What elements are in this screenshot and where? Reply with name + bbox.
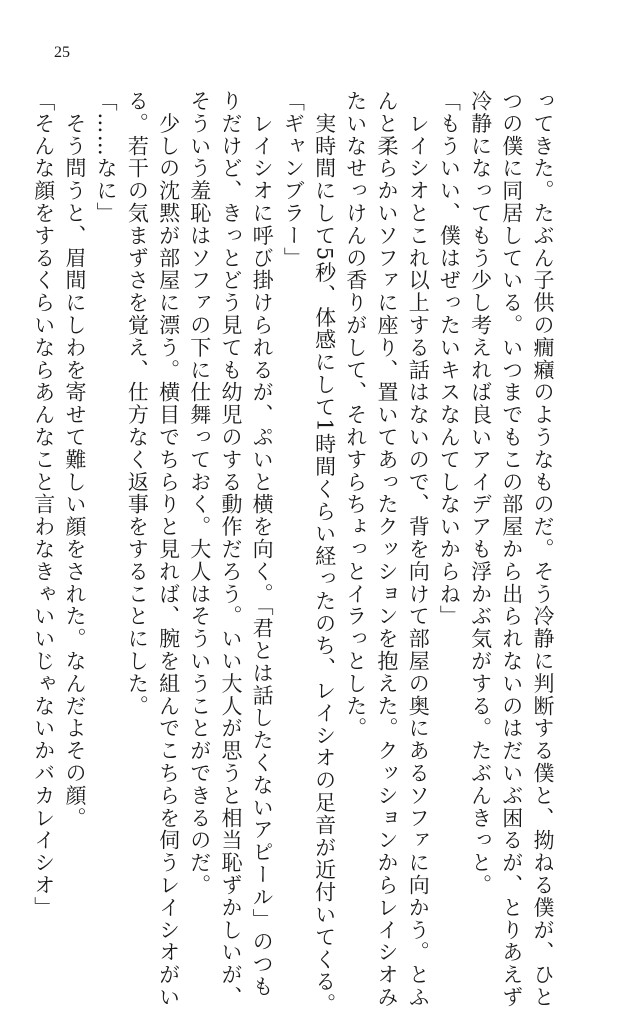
text-line: 実時間にして5秒、体感にして1時間くらい経ったのち、レイシオの足音が近付いてくる。 bbox=[312, 90, 337, 1016]
text-line: 冷静になってもう少し考えれば良いアイデアも浮かぶ気がする。たぶんきっと。 bbox=[468, 90, 493, 897]
text-line: レイシオとこれ以上する話はないので、背を向けて部屋の奥にあるソファに向かう。とふ bbox=[406, 90, 431, 1009]
text-line: 「……なに」 bbox=[94, 90, 119, 225]
text-line: つの僕に同居している。いつまでもこの部屋から出られないのはだいぶ困るが、とりあえず bbox=[499, 90, 524, 1009]
text-line: レイシオに呼び掛けられるが、ぷいと横を向く。「君とは話したくないアピール」のつも bbox=[250, 90, 275, 998]
page-number: 25 bbox=[54, 44, 70, 61]
body-text bbox=[28, 90, 558, 1016]
text-line: 「ギャンブラー」 bbox=[281, 90, 306, 270]
text-line: 少しの沈黙が部屋に漂う。横目でちらりと見れば、腕を組んでこちらを伺うレイシオがい bbox=[156, 90, 181, 1009]
text-line: ってきた。たぶん子供の癇癪のようなものだ。そう冷静に判断する僕と、拗ねる僕が、ひと bbox=[531, 90, 555, 1009]
text-line: んと柔らかいソファに座り、置いてあったクッションを抱えた。クッションからレイシオみ bbox=[374, 90, 399, 1009]
text-line: りだけど、きっとどう見ても幼児のする動作だろう。いい大人が思うと相当恥ずかしいが、 bbox=[218, 90, 243, 1009]
text-line: 「そんな顔をするくらいならあんなこと言わなきゃいいじゃないかバカレイシオ」 bbox=[31, 90, 56, 919]
text-line: る。若干の気まずさを覚え、仕方なく返事をすることにした。 bbox=[125, 90, 150, 718]
text-line: 「もういい、僕はぜったいキスなんてしないからね」 bbox=[437, 90, 462, 628]
text-line: そういう羞恥はソファの下に仕舞っておく。大人はそういうことができるのだ。 bbox=[187, 90, 212, 897]
text-line: そう問うと、眉間にしわを寄せて難しい顔をされた。なんだよその顔。 bbox=[62, 90, 87, 830]
text-line: たいなせっけんの香りがして、それすらちょっとイラっとした。 bbox=[343, 90, 368, 740]
